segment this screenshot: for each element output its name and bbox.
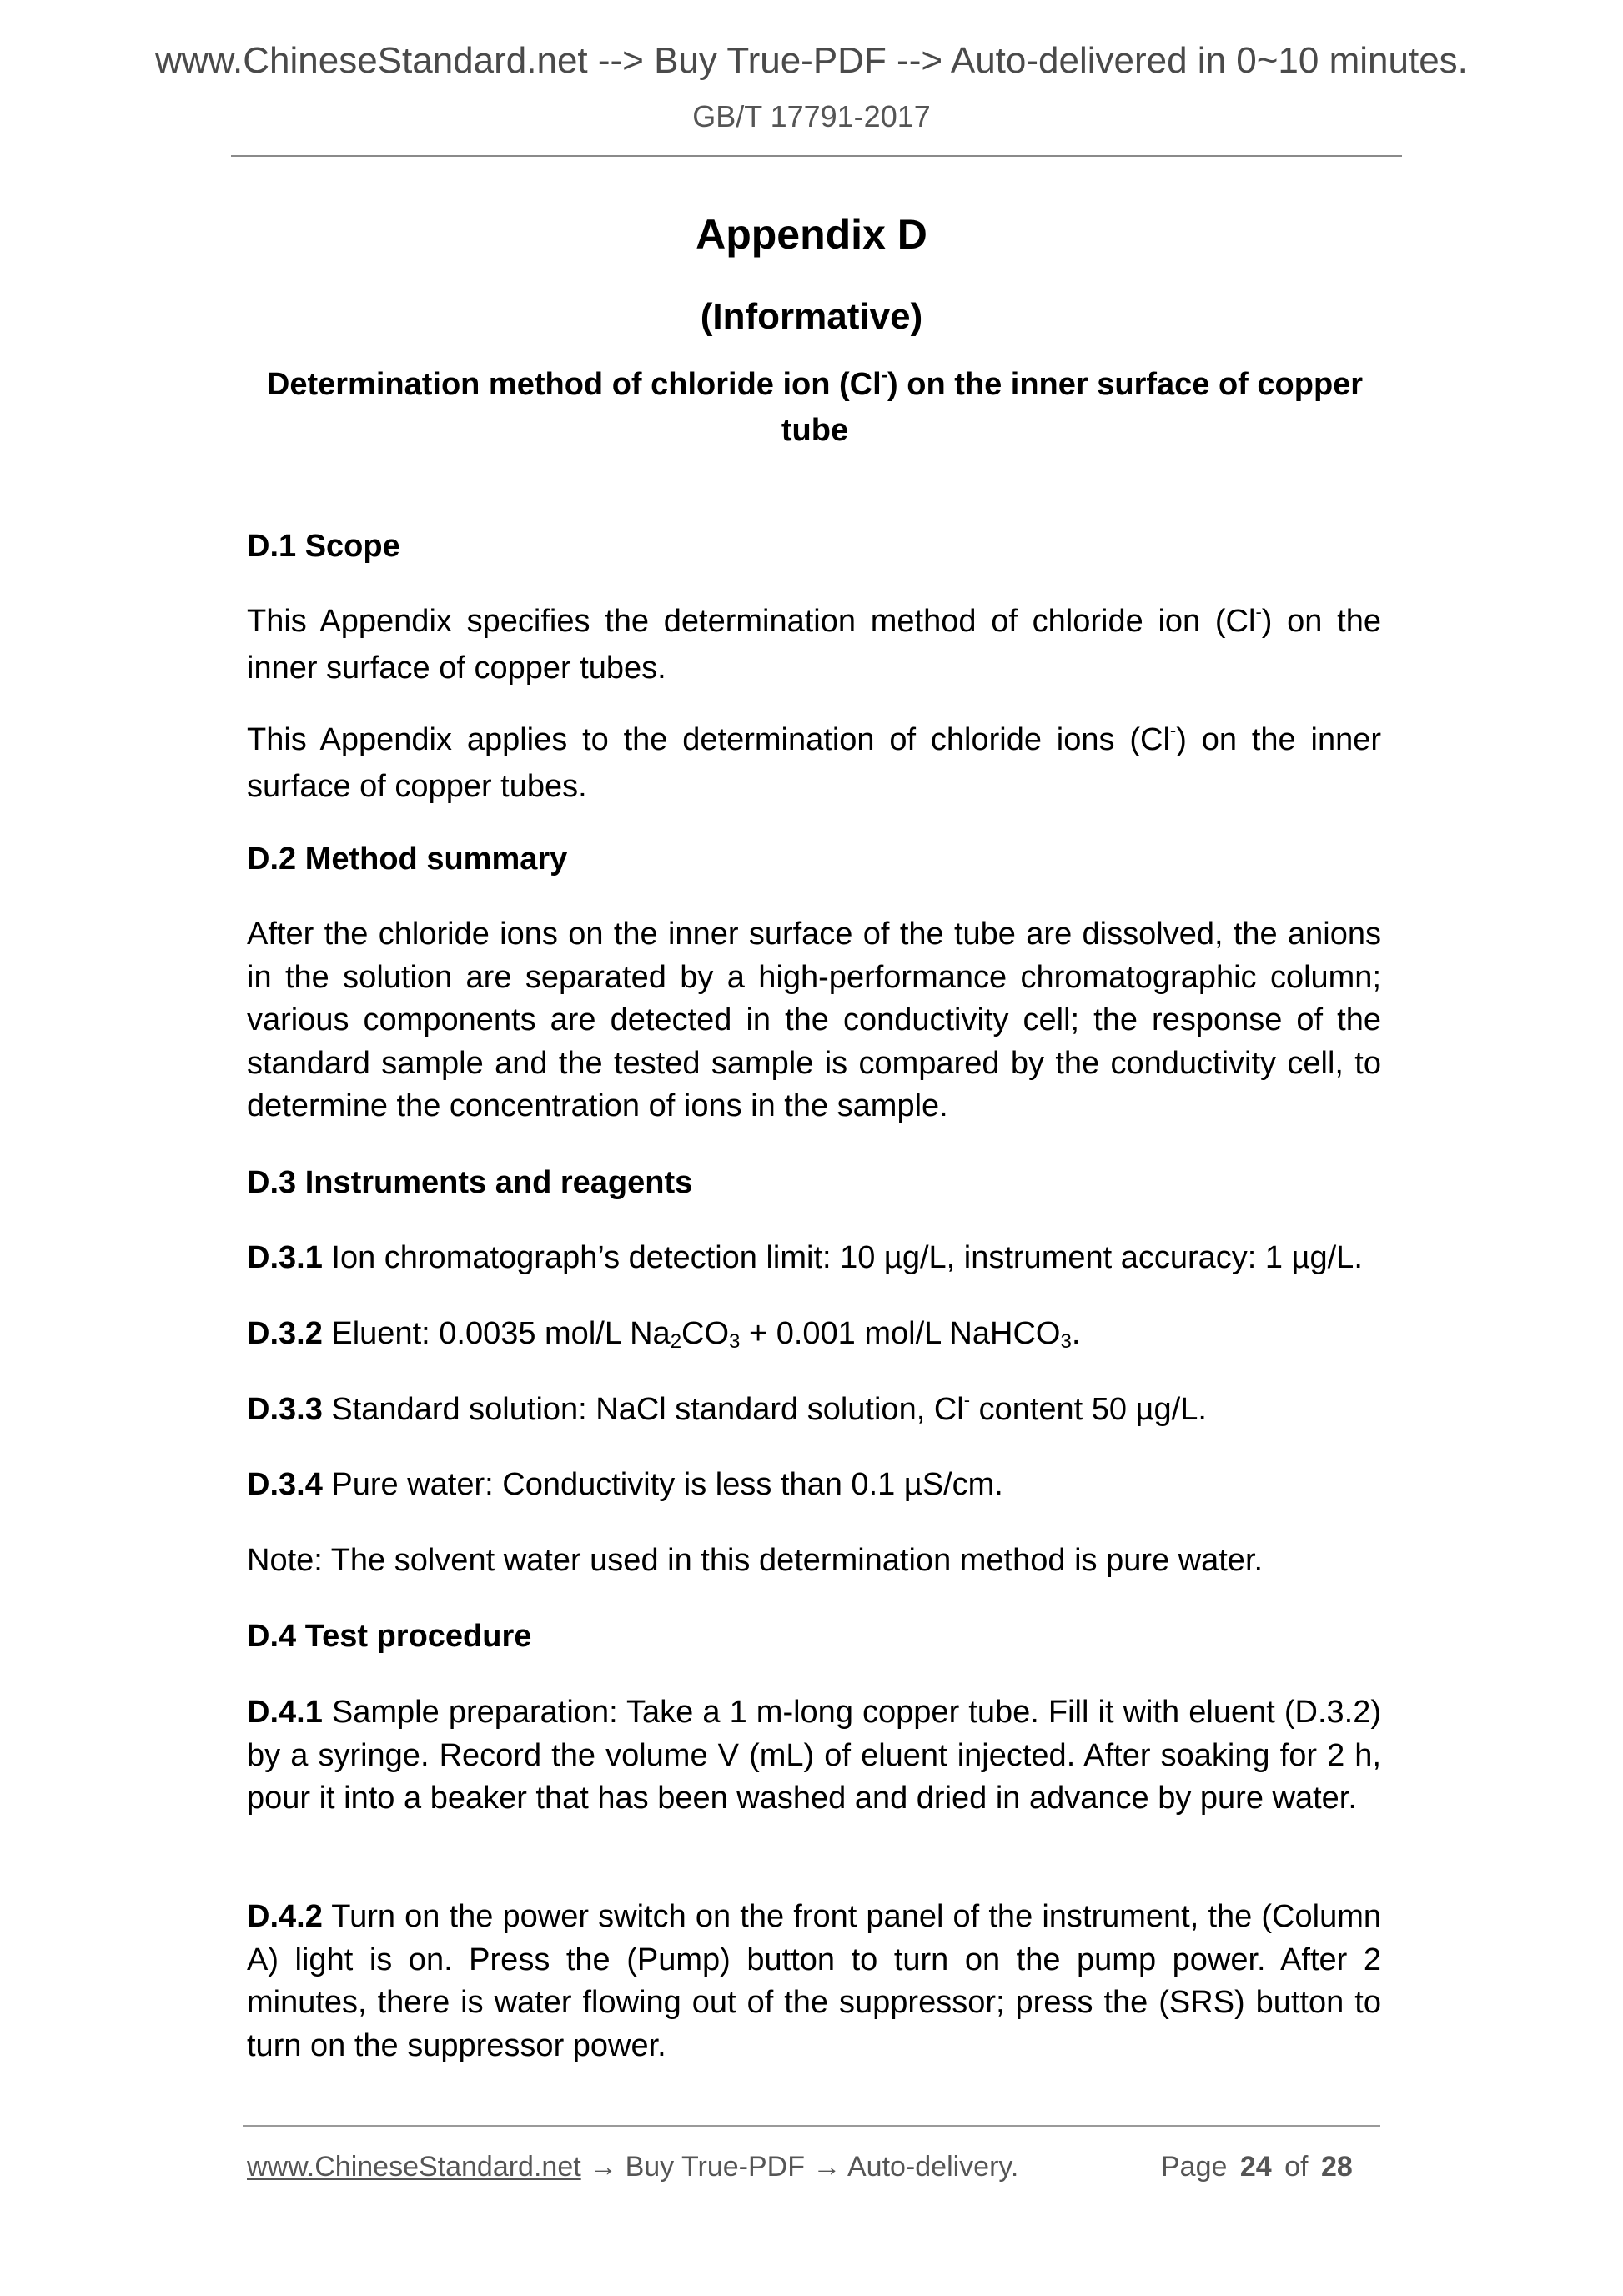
subscript: 3 <box>729 1330 741 1353</box>
footer-text: Auto-delivery. <box>841 2151 1019 2183</box>
arrow-right-icon: → <box>812 2151 842 2183</box>
paragraph-d1-2 <box>247 719 1381 808</box>
header-banner: www.ChineseStandard.net --> Buy True-PDF --> Auto-delivered in 0~10 minutes. <box>155 40 1468 81</box>
subtitle-text: ) on the inner surface of copper tube <box>781 367 1364 448</box>
page-current: 24 <box>1239 2151 1272 2183</box>
clause-text: Pure water: Conductivity is less than 0.1 µS/cm. <box>322 1467 1003 1502</box>
text: content 50 µg/L. <box>970 1392 1207 1427</box>
text: Eluent: 0.0035 mol/L Na <box>322 1316 671 1351</box>
text: This Appendix applies to the determination of chloride ions (Cl <box>247 722 1170 757</box>
text: . <box>1071 1316 1081 1351</box>
subscript: 3 <box>1060 1330 1072 1353</box>
clause-text: Sample preparation: Take a 1 m-long copper tube. Fill it with eluent (D.3.2) by a syringe. Record the volume V (mL) of eluent injected. After soaking for 2 h, pour it into a beaker that has been washed and dried in advance by pure water. <box>247 1695 1381 1816</box>
clause-d4-2 <box>247 1896 1381 2067</box>
footer-website-link[interactable]: www.ChineseStandard.net <box>247 2151 581 2183</box>
clause-d3-4 <box>247 1464 1381 1507</box>
clause-label: D.3.1 <box>247 1240 323 1275</box>
page-label: Page <box>1161 2151 1228 2183</box>
clause-d4-1 <box>247 1691 1381 1821</box>
appendix-type: (Informative) <box>700 296 923 337</box>
standard-number: GB/T 17791-2017 <box>692 99 931 133</box>
paragraph-d2-1: After the chloride ions on the inner surface of the tube are dissolved, the anions in the solution are separated by a high-performance chromatographic column; various components are detected in the conductivity cell; the response of the standard sample and the tested sample is compared by the conductivity cell, to determine the concentration of ions in the sample. <box>247 917 1381 1123</box>
page-of: of <box>1284 2151 1309 2183</box>
clause-label: D.4.2 <box>247 1899 323 1934</box>
text: ) on the inner surface of copper tubes. <box>247 604 1381 686</box>
superscript-minus: - <box>881 364 888 385</box>
text: ) on the inner surface of copper tubes. <box>247 722 1381 804</box>
text: + 0.001 mol/L NaHCO <box>740 1316 1061 1351</box>
clause-label: D.3.4 <box>247 1467 323 1502</box>
superscript-minus: - <box>963 1389 971 1410</box>
footer-promo <box>247 2150 1018 2183</box>
superscript-minus: - <box>1169 720 1177 741</box>
header-divider <box>231 155 1402 157</box>
clause-label: D.3.3 <box>247 1392 323 1427</box>
appendix-subtitle <box>247 364 1383 452</box>
clause-d3-2 <box>247 1313 1381 1359</box>
paragraph-d1-1 <box>247 600 1381 690</box>
text: Standard solution: NaCl standard solution, Cl <box>322 1392 964 1427</box>
note: Note: The solvent water used in this determination method is pure water. <box>247 1543 1264 1578</box>
section-heading-d3: D.3 Instruments and reagents <box>247 1165 693 1200</box>
text: CO <box>681 1316 730 1351</box>
clause-label: D.3.2 <box>247 1316 323 1351</box>
section-heading-d2: D.2 Method summary <box>247 842 568 877</box>
page-indicator <box>1161 2150 1353 2183</box>
text: This Appendix specifies the determination method of chloride ion (Cl <box>247 604 1256 639</box>
footer-text: Buy True-PDF <box>617 2151 813 2183</box>
section-heading-d1: D.1 Scope <box>247 529 400 564</box>
subscript: 2 <box>670 1330 682 1353</box>
clause-text: Ion chromatograph’s detection limit: 10 µg/L, instrument accuracy: 1 µg/L. <box>322 1240 1363 1275</box>
clause-d3-3 <box>247 1389 1381 1435</box>
footer-divider <box>243 2125 1380 2127</box>
section-heading-d4: D.4 Test procedure <box>247 1619 532 1654</box>
page-total: 28 <box>1320 2151 1353 2183</box>
clause-text: Turn on the power switch on the front panel of the instrument, the (Column A) light is on. Press the (Pump) button to turn on the pump power. After 2 minutes, there is water flowing out of the suppressor; press the (SRS) button to turn on the suppressor power. <box>247 1899 1381 2063</box>
appendix-title: Appendix D <box>696 211 927 258</box>
arrow-right-icon: → <box>589 2151 618 2183</box>
superscript-minus: - <box>1255 601 1262 622</box>
clause-label: D.4.1 <box>247 1695 323 1730</box>
clause-d3-1 <box>247 1237 1381 1280</box>
subtitle-text: Determination method of chloride ion (Cl <box>266 367 882 402</box>
